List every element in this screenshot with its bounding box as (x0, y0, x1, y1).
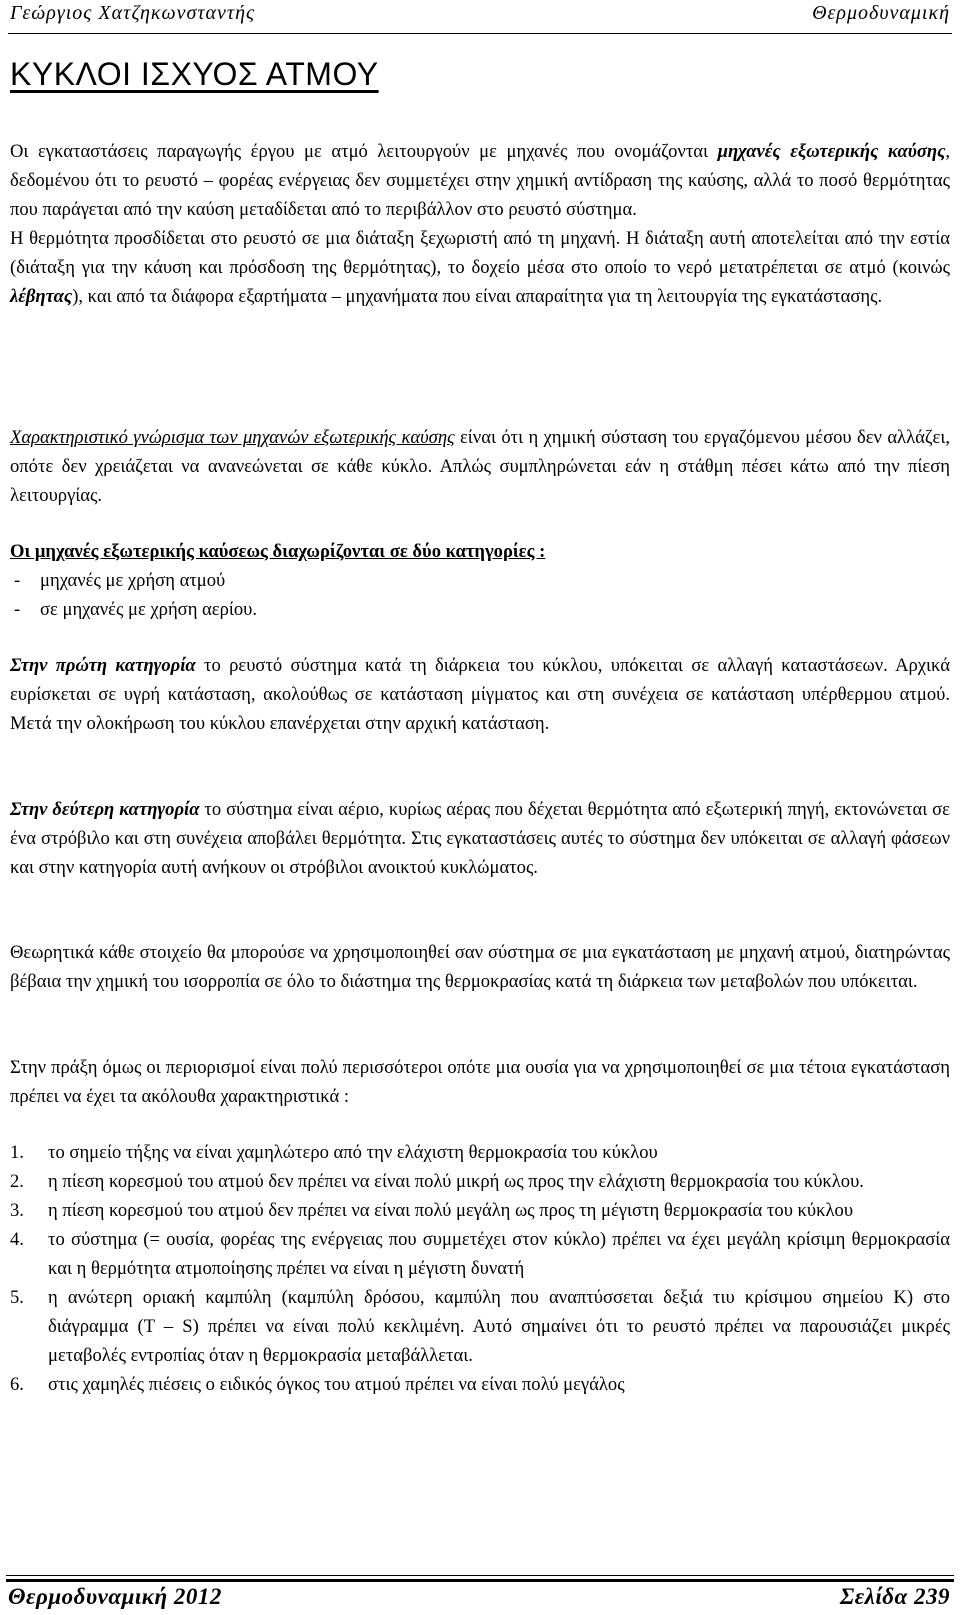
second-category-paragraph: Στην δεύτερη κατηγορία το σύστημα είναι αέριο, κυρίως αέρας που δέχεται θερμότητα από εξωτερική πηγή, εκτονώνεται σε ένα στρόβιλο και στη συνέχεια αποβάλει θερμότητα. Στις εγκαταστάσεις αυτές το σύστημα δεν υπόκειται σε αλλαγή φάσεων και στην κατηγορία αυτή ανήκουν οι στρόβιλοι ανοικτού κυκλώματος. (10, 799, 950, 878)
list-item: - σε μηχανές με χρήση αερίου. (10, 595, 950, 624)
page-number: Σελίδα 239 (839, 1584, 950, 1609)
first-category-paragraph: Στην πρώτη κατηγορία το ρευστό σύστημα κατά τη διάρκεια του κύκλου, υπόκειται σε αλλαγή καταστάσεων. Αρχικά ευρίσκεται σε υγρή κατάσταση, ακολούθως σε κατάσταση μίγματος και στη συνέχεια σε κατάσταση υπέρθερμου ατμού. Μετά την ολοκήρωση του κύκλου επανέρχεται στην αρχική κατάσταση. (10, 655, 950, 734)
footer-rule-thick (6, 1579, 954, 1582)
practice-paragraph: Στην πράξη όμως οι περιορισμοί είναι πολύ περισσότεροι οπότε μια ουσία για να χρησιμοποιηθεί σε μια τέτοια εγκατάσταση πρέπει να έχει τα ακόλουθα χαρακτηριστικά : (10, 1057, 950, 1107)
header-subject: Θερμοδυναμική (812, 2, 950, 24)
categories-list (10, 566, 950, 624)
intro-emphasis-term: μηχανές εξωτερικής καύσης (717, 141, 946, 162)
intro-text-1: Οι εγκαταστάσεις παραγωγής έργου με ατμό λειτουργούν με μηχανές που ονομάζονται μηχανές εξωτερικής καύσης, δεδομένου ότι το ρευστό – φορέας ενέργειας δεν συμμετέχει στην χημική αντίδραση της καύσης, αλλά το ποσό θερμότητας που παράγεται από την καύση μεταδίδεται από το περιβάλλον στο ρευστό σύστημα. (10, 141, 951, 220)
first-category-emphasis: Στην πρώτη κατηγορία (10, 655, 196, 676)
list-item: 1. το σημείο τήξης να είναι χαμηλώτερο από την ελάχιστη θερμοκρασία του κύκλου (10, 1142, 658, 1163)
list-item: 3. η πίεση κορεσμού του ατμού δεν πρέπει να είναι πολύ μεγάλη ως προς τη μέγιστη θερμοκρασία του κύκλου (10, 1200, 854, 1221)
footer-rule (6, 1575, 954, 1576)
intro-text-2: Η θερμότητα προσδίδεται στο ρευστό σε μια διάταξη ξεχωριστή από τη μηχανή. Η διάταξη αυτή αποτελείται από την εστία (διάταξη για την κάυση και πρόσδοση της θερμότητας), το δοχείο μέσα στο οποίο το νερό μετατρέπεται σε ατμό (κοινώς λέβητας), και από τα διάφορα εξαρτήματα – μηχανήματα που είναι απαραίτητα για τη λειτουργία της εγκατάστασης. (10, 228, 950, 307)
characteristic-paragraph: Χαρακτηριστικό γνώρισμα των μηχανών εξωτερικής καύσης είναι ότι η χημική σύσταση του εργαζόμενου μέσου δεν αλλάζει, οπότε δεν χρειάζεται να ανανεώνεται σε κάθε κύκλο. Απλώς συμπληρώνεται εάν η στάθμη πέσει κάτω από την πίεση λειτουργίας. (10, 427, 950, 506)
categories-section (10, 537, 950, 624)
theory-paragraph: Θεωρητικά κάθε στοιχείο θα μπορούσε να χρησιμοποιηθεί σαν σύστημα σε μια εγκατάσταση με μηχανή ατμού, διατηρώντας βέβαια την χημική του ισορροπία σε όλο το διάστημα της θερμοκρασίας κατά τη διάρκεια των μεταβολών που υπόκειται. (10, 942, 950, 992)
page-header (10, 2, 950, 30)
list-item: - μηχανές με χρήση ατμού (10, 566, 950, 595)
categories-heading: Οι μηχανές εξωτερικής καύσεως διαχωρίζονται σε δύο κατηγορίες : (10, 541, 546, 562)
header-rule (8, 33, 952, 34)
boiler-term: λέβητας (10, 286, 73, 307)
list-item: 5. η ανώτερη οριακή καμπύλη (καμπύλη δρόσου, καμπύλη που αναπτύσσεται δεξιά τιυ κρίσιμου σημείου Κ) στο διάγραμμα (T – S) πρέπει να είναι πολύ κεκλιμένη. Αυτό σημαίνει ότι το ρευστό πρέπει να παρουσιάζει μικρές μεταβολές εντροπίας όταν η θερμοκρασία μεταβάλλεται. (10, 1287, 950, 1366)
list-item: 6. στις χαμηλές πιέσεις ο ειδικός όγκος του ατμού πρέπει να είναι πολύ μεγάλος (10, 1374, 625, 1395)
second-category-emphasis: Στην δεύτερη κατηγορία (10, 799, 200, 820)
header-author: Γεώργιος Χατζηκωνσταντής (10, 2, 256, 24)
requirements-list (10, 1138, 950, 1399)
characteristic-emphasis: Χαρακτηριστικό γνώρισμα των μηχανών εξωτερικής καύσης (10, 427, 455, 448)
list-item: 2. η πίεση κορεσμού του ατμού δεν πρέπει να είναι πολύ μικρή ως προς την ελάχιστη θερμοκρασία του κύκλου. (10, 1171, 864, 1192)
list-item: 4. το σύστημα (= ουσία, φορέας της ενέργειας που συμμετέχει στον κύκλο) πρέπει να έχει μεγάλη κρίσιμη θερμοκρασία και η θερμότητα ατμοποίησης πρέπει να είναι η μέγιστη δυνατή (10, 1229, 950, 1279)
page-footer (8, 1584, 950, 1612)
intro-paragraph (10, 137, 950, 311)
page-title: ΚΥΚΛΟΙ ΙΣΧΥΟΣ ΑΤΜΟΥ (10, 56, 379, 92)
footer-title: Θερμοδυναμική 2012 (8, 1584, 222, 1609)
